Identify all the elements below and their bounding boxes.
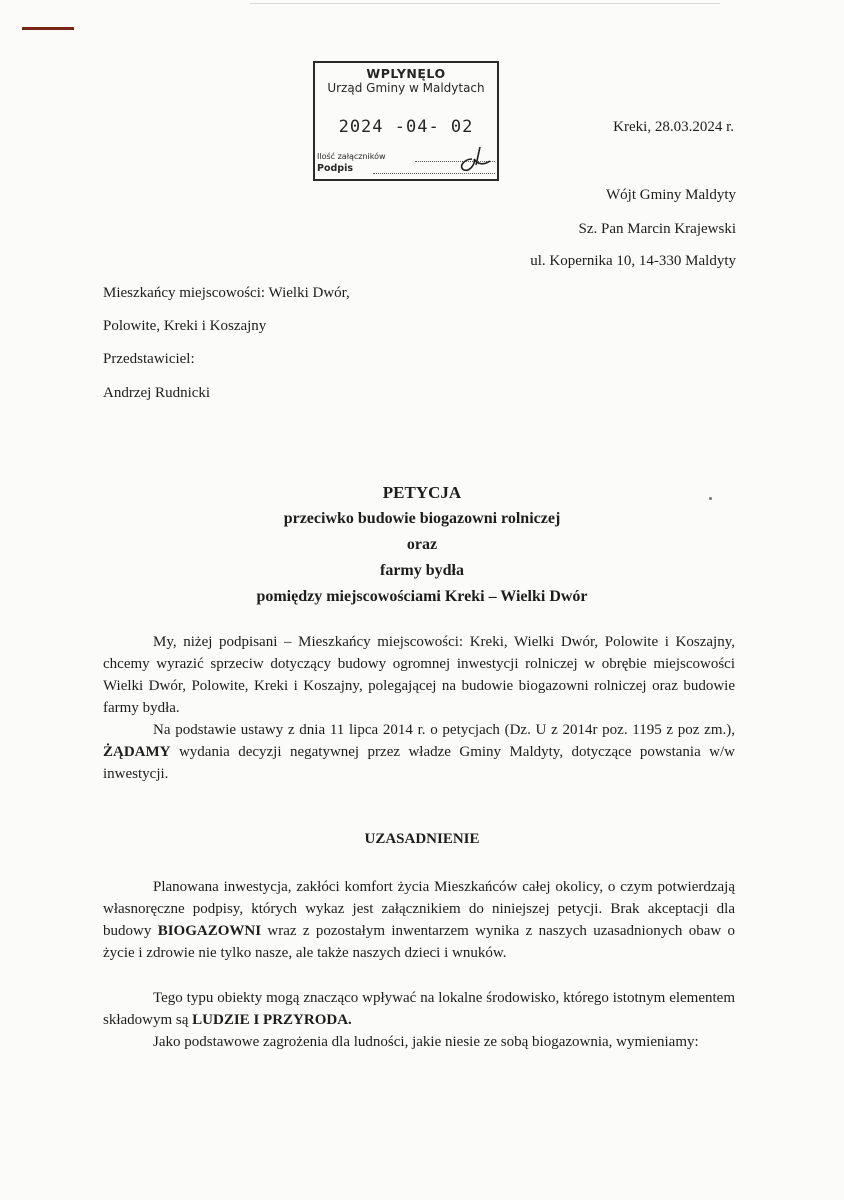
title-line-3: oraz [406,536,438,553]
body-paragraph-2-text: Na podstawie ustawy z dnia 11 lipca 2014 r. o petycjach (Dz. U z 2014r poz. 1195 z poz zm.), [153,722,735,738]
body-paragraph-2 [103,719,735,785]
scan-speck [709,497,712,500]
red-pen-mark [22,27,74,30]
demand-keyword: ŻĄDAMY [103,744,171,760]
justification-paragraph-3 [103,1031,735,1053]
handwritten-signature [450,145,495,175]
title-line-4: farmy bydła [380,562,464,579]
body-paragraph-2-rest: wydania decyzji negatywnej przez władze Gminy Maldyty, dotyczące powstania w/w inwestycji. [103,744,736,782]
sender-line-3: Przedstawiciel: [103,351,195,367]
body-paragraph-1 [103,631,735,719]
recipient-line-2: Sz. Pan Marcin Krajewski [578,221,736,237]
place-date: Kreki, 28.03.2024 r. [613,119,734,135]
people-nature-keyword: LUDZIE I PRZYRODA. [192,1012,352,1028]
received-stamp [313,61,499,181]
sender-line-4: Andrzej Rudnicki [103,385,211,401]
title-line-5: pomiędzy miejscowościami Kreki – Wielki Dwór [256,588,588,605]
justification-paragraph-2-text: Tego typu obiekty mogą znacząco wpływać na lokalne środowisko, którego istotnym elementem składowym są [103,990,735,1028]
body-paragraph-1-text: My, niżej podpisani – Mieszkańcy miejscowości: Kreki, Wielki Dwór, Polowite i Koszajny, chcemy wyrazić sprzeciw dotyczący budowy ogromnej inwestycji rolniczej w obrębie miejscowości Wielki Dwór, Polowite, Kreki i Koszajny, polegającej na budowie biogazowni rolniczej oraz budowie farmy bydła. [103,634,735,716]
title-line-2: przeciwko budowie biogazowni rolniczej [283,510,561,527]
justification-paragraph-1-rest: wraz z pozostałym inwentarzem wynika z naszych uzasadnionych obaw o życie i zdrowie nie tylko nasze, ale także naszych dzieci i wnuków. [103,923,736,961]
sender-line-1: Mieszkańcy miejscowości: Wielki Dwór, [103,285,350,301]
justification-paragraph-2 [103,987,735,1031]
justification-paragraph-1-text: Planowana inwestycja, zakłóci komfort życia Mieszkańców całej okolicy, o czym potwierdzają własnoręczne podpisy, których wykaz jest załącznikiem do niniejszej petycji. Brak akceptacji dla budowy [103,879,735,939]
stamp-title: WPLYNĘLO [366,66,446,81]
recipient-line-3: ul. Kopernika 10, 14-330 Maldyty [530,253,736,269]
sender-line-2: Polowite, Kreki i Koszajny [103,318,267,334]
document-title: PETYCJA [382,483,462,502]
justification-paragraph-3-text: Jako podstawowe zagrożenia dla ludności, jakie niesie ze sobą biogazownia, wymieniamy: [153,1034,699,1050]
scan-edge-line [250,3,720,4]
recipient-line-1: Wójt Gminy Maldyty [606,187,736,203]
biogas-keyword: BIOGAZOWNI [157,923,262,939]
stamp-date: 2024 -04- 02 [338,117,474,137]
stamp-signature-label: Podpis [317,163,354,174]
section-heading: UZASADNIENIE [364,831,480,847]
justification-paragraph-1 [103,876,735,964]
stamp-office: Urząd Gminy w Maldytach [327,81,485,95]
stamp-attachments-label: Ilość załączników [317,152,386,161]
